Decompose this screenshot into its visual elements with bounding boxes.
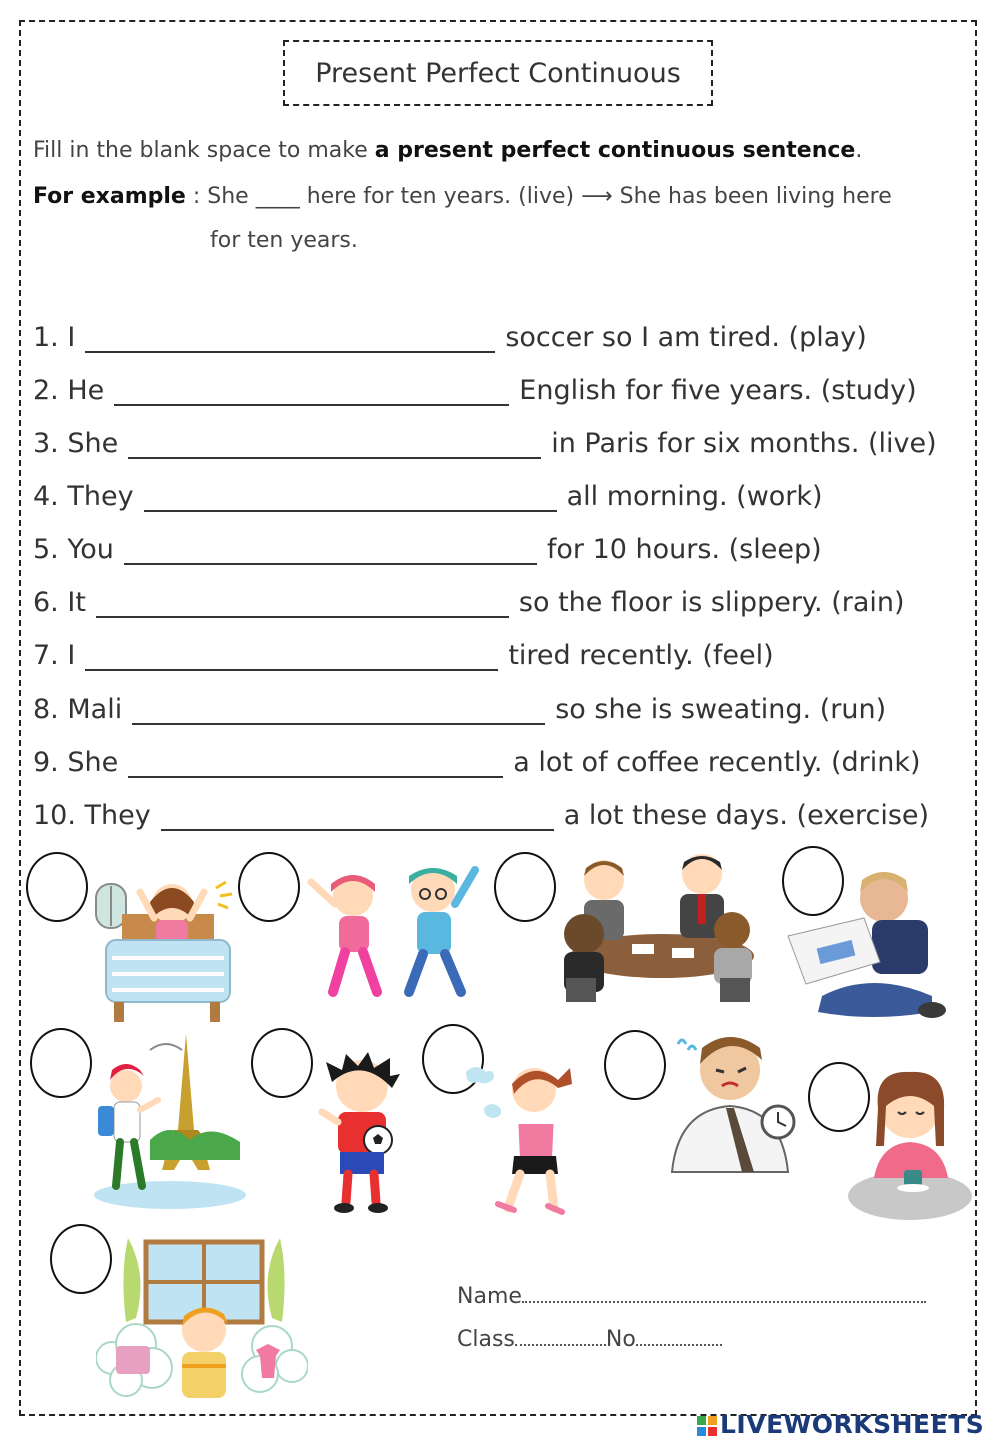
liveworksheets-logo: LIVEWORKSHEETS — [697, 1410, 984, 1439]
worksheet-title: Present Perfect Continuous — [283, 40, 713, 106]
answer-circle-2[interactable] — [238, 852, 300, 922]
example-line-2: for ten years. — [210, 228, 358, 253]
question-9: 9. She a lot of coffee recently. (drink) — [33, 747, 921, 778]
tired-businessman-with-clock-picture — [668, 1030, 800, 1174]
question-3: 3. She in Paris for six months. (live) — [33, 428, 937, 459]
answer-blank-10[interactable] — [161, 807, 554, 831]
example-line-1: For example : She ____ here for ten years. (live) ⟶ She has been living here — [33, 184, 892, 209]
girl-waking-in-bed-picture — [92, 878, 240, 1028]
name-label: Name — [457, 1284, 522, 1309]
question-7: 7. I tired recently. (feel) — [33, 640, 774, 671]
name-field — [457, 1283, 926, 1309]
name-input[interactable] — [522, 1283, 926, 1303]
answer-blank-1[interactable] — [85, 329, 495, 353]
answer-blank-4[interactable] — [144, 488, 557, 512]
boy-reading-newspaper-picture — [782, 866, 952, 1026]
question-5: 5. You for 10 hours. (sleep) — [33, 534, 822, 565]
answer-blank-2[interactable] — [114, 382, 509, 406]
answer-blank-5[interactable] — [124, 541, 537, 565]
class-field — [457, 1326, 722, 1352]
answer-circle-6[interactable] — [251, 1028, 313, 1098]
question-2: 2. He English for five years. (study) — [33, 375, 917, 406]
answer-blank-9[interactable] — [128, 754, 503, 778]
no-label: No — [605, 1327, 636, 1352]
question-1: 1. I soccer so I am tired. (play) — [33, 322, 867, 353]
answer-circle-1[interactable] — [26, 852, 88, 922]
question-8: 8. Mali so she is sweating. (run) — [33, 694, 887, 725]
answer-blank-8[interactable] — [132, 701, 545, 725]
rainy-window-laundry-picture — [96, 1234, 308, 1402]
instruction: Fill in the blank space to make a present perfect continuous sentence. — [33, 138, 863, 163]
answer-blank-7[interactable] — [85, 647, 498, 671]
answer-blank-3[interactable] — [128, 435, 541, 459]
example-label: For example — [33, 184, 186, 209]
no-input[interactable] — [636, 1326, 722, 1346]
tourist-at-eiffel-tower-picture — [90, 1030, 250, 1210]
answer-circle-5[interactable] — [30, 1028, 92, 1098]
question-4: 4. They all morning. (work) — [33, 481, 823, 512]
class-input[interactable] — [515, 1326, 606, 1346]
class-label: Class — [457, 1327, 515, 1352]
elderly-couple-stretching-picture — [305, 862, 495, 1002]
answer-circle-8[interactable] — [604, 1030, 666, 1100]
question-10: 10. They a lot these days. (exercise) — [33, 800, 930, 831]
liveworksheets-logo-icon — [697, 1416, 717, 1436]
sweating-runner-picture — [458, 1054, 584, 1216]
boy-with-soccer-ball-picture — [316, 1052, 408, 1216]
answer-blank-6[interactable] — [96, 594, 509, 618]
question-6: 6. It so the floor is slippery. (rain) — [33, 587, 905, 618]
answer-circle-3[interactable] — [494, 852, 556, 922]
business-meeting-picture — [552, 848, 757, 1008]
woman-drinking-coffee-picture — [848, 1066, 974, 1222]
